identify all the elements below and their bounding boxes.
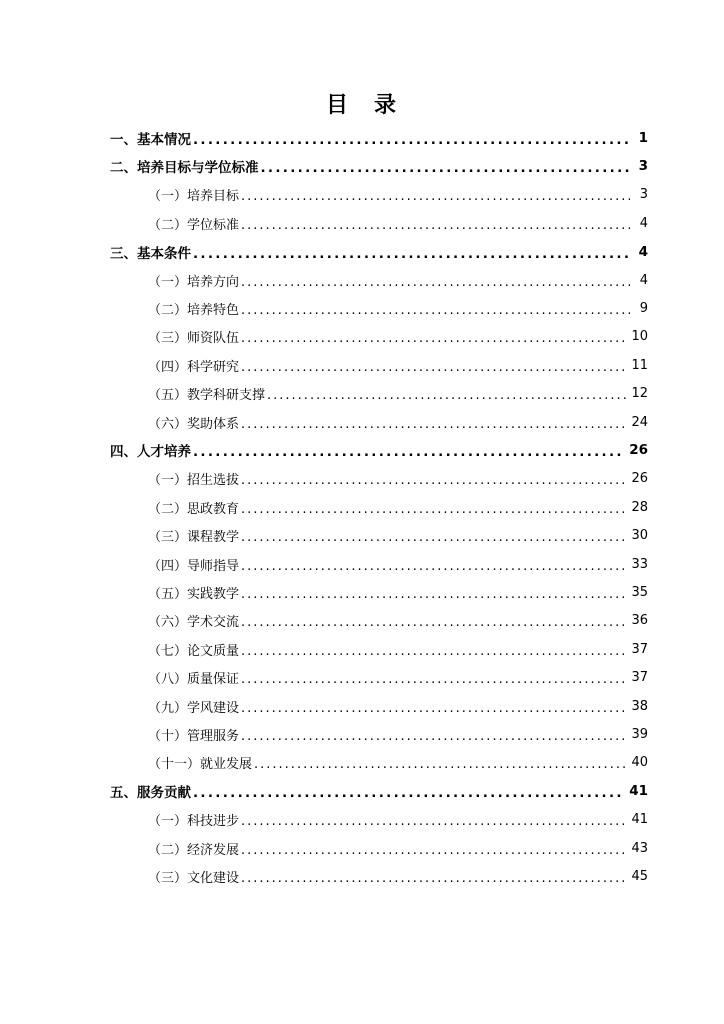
dot-leader	[241, 843, 627, 858]
toc-entry-page-number: 35	[631, 584, 648, 600]
toc-entry-label: 五、服务贡献	[110, 785, 191, 802]
toc-entry[interactable]	[110, 692, 648, 720]
toc-entry-page-number: 37	[631, 670, 648, 686]
toc-entry-page-number: 4	[638, 243, 648, 260]
toc-entry[interactable]	[110, 323, 648, 351]
toc-entry-label: （三）文化建设	[148, 870, 240, 886]
toc-entry-label: 二、培养目标与学位标准	[110, 160, 259, 177]
toc-entry[interactable]	[110, 181, 648, 209]
page-title: 目 录	[325, 93, 398, 118]
dot-leader	[193, 132, 630, 148]
toc-entry-label: （二）培养特色	[148, 302, 240, 318]
toc-entry-label: （三）师资队伍	[148, 331, 240, 347]
toc-entry-label: （二）思政教育	[148, 501, 240, 517]
toc-entry-page-number: 41	[629, 783, 648, 800]
dot-leader	[241, 615, 627, 630]
toc-entry-label: 四、人才培养	[110, 444, 191, 461]
dot-leader	[193, 246, 630, 262]
toc-entry-page-number: 12	[631, 386, 648, 402]
dot-leader	[193, 444, 625, 460]
toc-entry[interactable]	[110, 266, 648, 294]
toc-entry[interactable]	[110, 635, 648, 663]
toc-entry[interactable]	[110, 607, 648, 635]
toc-entry-label: （五）教学科研支撑	[148, 388, 266, 404]
toc-entry-label: （一）培养方向	[148, 274, 240, 290]
toc-entry-label: （四）导师指导	[148, 558, 240, 574]
toc-entry-label: （三）课程教学	[148, 530, 240, 546]
toc-entry-page-number: 45	[631, 868, 648, 884]
toc-entry[interactable]	[110, 436, 648, 464]
dot-leader	[241, 587, 627, 602]
toc-entry-label: （九）学风建设	[148, 700, 240, 716]
dot-leader	[241, 672, 627, 687]
toc-entry-label: （一）科技进步	[148, 814, 240, 830]
dot-leader	[267, 388, 627, 403]
toc-entry-label: 三、基本条件	[110, 245, 191, 262]
toc-entry[interactable]	[110, 578, 648, 606]
toc-entry-label: （六）奖助体系	[148, 416, 240, 432]
dot-leader	[241, 502, 627, 517]
toc-entry[interactable]	[110, 351, 648, 379]
toc-entry-label: （一）培养目标	[148, 189, 240, 205]
dot-leader	[241, 473, 627, 488]
toc-entry[interactable]	[110, 749, 648, 777]
dot-leader	[241, 871, 627, 886]
dot-leader	[241, 729, 627, 744]
toc-entry-label: （一）招生选拔	[148, 473, 240, 489]
toc-entry[interactable]	[110, 408, 648, 436]
dot-leader	[241, 814, 627, 829]
toc-entry-page-number: 4	[639, 215, 648, 231]
toc-entry-page-number: 10	[631, 329, 648, 345]
dot-leader	[241, 417, 627, 432]
toc-entry-page-number: 3	[639, 187, 648, 203]
toc-entry-page-number: 26	[629, 442, 648, 459]
dot-leader	[193, 785, 625, 801]
toc-entry[interactable]	[110, 493, 648, 521]
toc-entry[interactable]	[110, 152, 648, 180]
toc-entry-page-number: 33	[631, 556, 648, 572]
toc-entry[interactable]	[110, 720, 648, 748]
toc-entry-page-number: 11	[631, 357, 648, 373]
dot-leader	[241, 559, 627, 574]
toc-entry-page-number: 30	[631, 528, 648, 544]
toc-entry-label: （六）学术交流	[148, 615, 240, 631]
dot-leader	[241, 644, 627, 659]
toc-entry-label: （五）实践教学	[148, 586, 240, 602]
toc-entry-page-number: 1	[638, 130, 648, 146]
toc-entry-label: （十一）就业发展	[148, 757, 253, 773]
toc-entry[interactable]	[110, 294, 648, 322]
toc-entry[interactable]	[110, 238, 648, 266]
toc-entry-label: （四）科学研究	[148, 359, 240, 375]
toc-entry-page-number: 4	[639, 272, 648, 288]
toc-entry[interactable]	[110, 834, 648, 862]
dot-leader	[241, 530, 627, 545]
dot-leader	[241, 218, 630, 233]
toc-entry-label: （十）管理服务	[148, 728, 240, 744]
toc-entry[interactable]	[110, 550, 648, 578]
toc-entry[interactable]	[110, 664, 648, 692]
toc-entry-page-number: 3	[638, 158, 648, 175]
toc-entry[interactable]	[110, 209, 648, 237]
toc-entry-page-number: 39	[631, 726, 648, 742]
dot-leader	[254, 757, 627, 772]
toc-entry-page-number: 9	[639, 300, 648, 316]
toc-entry-page-number: 40	[631, 755, 648, 771]
toc-entry[interactable]	[110, 465, 648, 493]
dot-leader	[241, 701, 627, 716]
toc-entry-page-number: 28	[631, 499, 648, 515]
toc-entry[interactable]	[110, 380, 648, 408]
dot-leader	[241, 189, 630, 204]
toc-entry-page-number: 37	[631, 641, 648, 657]
toc-entry-page-number: 24	[631, 414, 648, 430]
toc-entry-page-number: 26	[631, 471, 648, 487]
dot-leader	[241, 331, 627, 346]
toc-entry-page-number: 41	[631, 812, 648, 828]
toc-entry-label: （七）论文质量	[148, 643, 240, 659]
toc-entry[interactable]	[110, 124, 648, 152]
toc-entry[interactable]	[110, 777, 648, 805]
dot-leader	[241, 303, 630, 318]
dot-leader	[241, 275, 630, 290]
dot-leader	[241, 360, 627, 375]
dot-leader	[261, 160, 631, 176]
toc-entry-page-number: 38	[631, 698, 648, 714]
toc-entry-page-number: 43	[631, 840, 648, 856]
toc-entry-label: （八）质量保证	[148, 672, 240, 688]
toc-entry-label: （二）经济发展	[148, 842, 240, 858]
toc-entry[interactable]	[110, 862, 648, 890]
toc-entry-label: （二）学位标准	[148, 217, 240, 233]
toc-entry-page-number: 36	[631, 613, 648, 629]
toc-entry[interactable]	[110, 806, 648, 834]
toc-entry[interactable]	[110, 522, 648, 550]
toc-entry-label: 一、基本情况	[110, 132, 191, 148]
